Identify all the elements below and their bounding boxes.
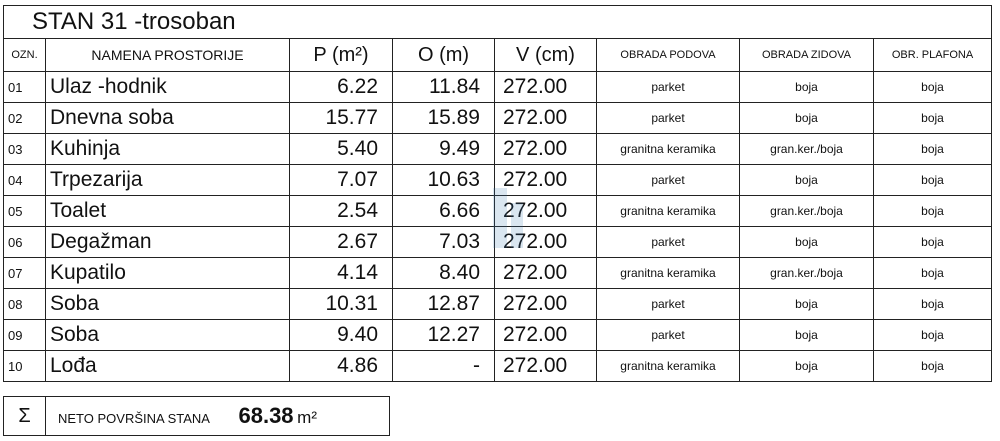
sigma-symbol: Σ — [4, 397, 46, 436]
row-height: 272.00 — [495, 134, 597, 165]
row-ozn: 02 — [4, 103, 46, 134]
net-area-cell — [46, 397, 390, 436]
row-height: 272.00 — [495, 320, 597, 351]
row-perimeter: 11.84 — [393, 72, 495, 103]
row-area: 4.14 — [290, 258, 393, 289]
net-area-unit: m² — [297, 408, 317, 427]
table-row — [4, 351, 992, 382]
row-ceiling-finish: boja — [874, 196, 992, 227]
row-area: 10.31 — [290, 289, 393, 320]
row-ozn: 08 — [4, 289, 46, 320]
row-area: 5.40 — [290, 134, 393, 165]
summary-table — [3, 396, 390, 436]
row-ceiling-finish: boja — [874, 227, 992, 258]
row-perimeter: 7.03 — [393, 227, 495, 258]
row-ceiling-finish: boja — [874, 165, 992, 196]
row-ceiling-finish: boja — [874, 320, 992, 351]
row-ceiling-finish: boja — [874, 103, 992, 134]
row-room-name: Toalet — [46, 196, 290, 227]
row-ozn: 05 — [4, 196, 46, 227]
table-row — [4, 72, 992, 103]
row-area: 4.86 — [290, 351, 393, 382]
row-wall-finish: boja — [740, 72, 874, 103]
header-floor: OBRADA PODOVA — [597, 39, 740, 72]
row-ozn: 10 — [4, 351, 46, 382]
row-floor-finish: parket — [597, 103, 740, 134]
header-ceiling: OBR. PLAFONA — [874, 39, 992, 72]
row-perimeter: 12.87 — [393, 289, 495, 320]
row-height: 272.00 — [495, 103, 597, 134]
header-area: P (m²) — [290, 39, 393, 72]
table-row — [4, 289, 992, 320]
row-height: 272.00 — [495, 258, 597, 289]
row-ceiling-finish: boja — [874, 258, 992, 289]
row-perimeter: 12.27 — [393, 320, 495, 351]
net-area-label: NETO POVRŠINA STANA — [58, 411, 210, 426]
row-area: 7.07 — [290, 165, 393, 196]
row-wall-finish: gran.ker./boja — [740, 134, 874, 165]
row-floor-finish: granitna keramika — [597, 351, 740, 382]
row-floor-finish: parket — [597, 289, 740, 320]
row-area: 9.40 — [290, 320, 393, 351]
row-ozn: 03 — [4, 134, 46, 165]
row-height: 272.00 — [495, 196, 597, 227]
row-room-name: Soba — [46, 289, 290, 320]
row-wall-finish: boja — [740, 165, 874, 196]
header-height: V (cm) — [495, 39, 597, 72]
row-perimeter: - — [393, 351, 495, 382]
row-ceiling-finish: boja — [874, 134, 992, 165]
row-area: 2.67 — [290, 227, 393, 258]
row-area: 2.54 — [290, 196, 393, 227]
row-height: 272.00 — [495, 165, 597, 196]
row-ozn: 04 — [4, 165, 46, 196]
row-wall-finish: gran.ker./boja — [740, 196, 874, 227]
row-wall-finish: boja — [740, 227, 874, 258]
apartment-title: STAN 31 -trosoban — [4, 6, 992, 39]
row-floor-finish: granitna keramika — [597, 134, 740, 165]
row-room-name: Kupatilo — [46, 258, 290, 289]
row-perimeter: 6.66 — [393, 196, 495, 227]
row-ceiling-finish: boja — [874, 72, 992, 103]
header-row — [4, 39, 992, 72]
row-ozn: 06 — [4, 227, 46, 258]
net-area-value: 68.38 — [238, 403, 294, 428]
table-row — [4, 134, 992, 165]
row-room-name: Soba — [46, 320, 290, 351]
row-height: 272.00 — [495, 72, 597, 103]
table-row — [4, 103, 992, 134]
row-height: 272.00 — [495, 289, 597, 320]
row-floor-finish: parket — [597, 227, 740, 258]
watermark-logo-icon — [485, 178, 565, 268]
row-perimeter: 15.89 — [393, 103, 495, 134]
header-walls: OBRADA ZIDOVA — [740, 39, 874, 72]
row-floor-finish: granitna keramika — [597, 258, 740, 289]
row-ozn: 09 — [4, 320, 46, 351]
row-floor-finish: parket — [597, 320, 740, 351]
row-wall-finish: gran.ker./boja — [740, 258, 874, 289]
header-ozn: OZN. — [4, 39, 46, 72]
row-room-name: Trpezarija — [46, 165, 290, 196]
row-wall-finish: boja — [740, 351, 874, 382]
row-ceiling-finish: boja — [874, 351, 992, 382]
row-room-name: Kuhinja — [46, 134, 290, 165]
row-room-name: Degažman — [46, 227, 290, 258]
row-height: 272.00 — [495, 351, 597, 382]
row-perimeter: 10.63 — [393, 165, 495, 196]
row-floor-finish: granitna keramika — [597, 196, 740, 227]
row-wall-finish: boja — [740, 289, 874, 320]
row-room-name: Dnevna soba — [46, 103, 290, 134]
row-height: 272.00 — [495, 227, 597, 258]
row-ozn: 07 — [4, 258, 46, 289]
row-area: 15.77 — [290, 103, 393, 134]
row-floor-finish: parket — [597, 165, 740, 196]
row-floor-finish: parket — [597, 72, 740, 103]
table-row — [4, 320, 992, 351]
row-wall-finish: boja — [740, 320, 874, 351]
row-ozn: 01 — [4, 72, 46, 103]
row-room-name: Ulaz -hodnik — [46, 72, 290, 103]
row-room-name: Lođa — [46, 351, 290, 382]
row-perimeter: 8.40 — [393, 258, 495, 289]
row-wall-finish: boja — [740, 103, 874, 134]
summary-box — [3, 396, 389, 436]
row-ceiling-finish: boja — [874, 289, 992, 320]
header-name: NAMENA PROSTORIJE — [46, 39, 290, 72]
header-perimeter: O (m) — [393, 39, 495, 72]
row-area: 6.22 — [290, 72, 393, 103]
row-perimeter: 9.49 — [393, 134, 495, 165]
